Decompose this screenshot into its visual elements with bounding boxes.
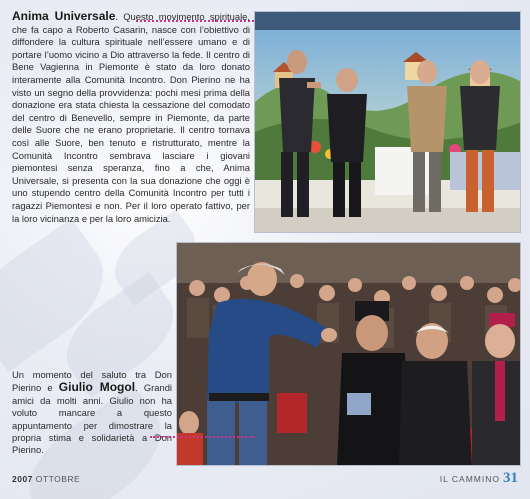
decorative-dotted-line xyxy=(150,436,254,438)
footer-magazine xyxy=(440,470,518,487)
footer-date xyxy=(12,474,80,484)
footer-month: OTTOBRE xyxy=(35,474,81,484)
article-paragraph xyxy=(12,10,250,225)
caption-body: . Grandi amici da molti anni. Giulio non ha voluto mancare a questo appuntamento per dimostrare la propria stima e solidarietà a Don Pierino. xyxy=(12,382,172,456)
footer-year: 2007 xyxy=(12,474,33,484)
article-lead: Anima Universale xyxy=(12,9,116,23)
audience-photo-illustration xyxy=(177,243,521,466)
audience-photo xyxy=(176,242,521,466)
page-number: 31 xyxy=(503,470,518,486)
footer-magazine-name: IL CAMMINO xyxy=(439,474,500,484)
photo-caption xyxy=(12,369,172,457)
caption-intro: Un momento del saluto tra Don Pierino e xyxy=(12,369,172,394)
stage-photo-illustration xyxy=(255,12,521,233)
caption-name: Giulio Mogol xyxy=(58,380,136,395)
article-body: . Questo movimento spirituale, che fa capo a Roberto Casarin, nasce con l’obiettivo di diffondere la cultura spirituale nell’essere umano e di portare l’uomo vicino a Dio attraverso la fede. Il centro di Bene Vagienna in Piemonte è stato da loro donato interamente alla Comunità Incontro. Don Pierino ne ha visto un segno della provvidenza: pochi mesi prima della donazione era stata chiesta la cessazione del comodato del centro di Benevello, sempre in Piemonte, da parte delle Suore che ne erano proprietarie. Il centro tornava così alle Suore, ben tenuto e ristrutturato, mentre la Comunità Incontro sembrava lasciare i giovani piemontesi senza speranza, fino a che, Anima Universale, si presenta con la sua donazione che oggi è uno stupendo centro della Comunità Incontro per tutti i ragazzi Piemontesi e non. Per il loro operato fattivo, per la loro vicinanza e per la loro amicizia. xyxy=(12,11,250,224)
stage-photo xyxy=(254,11,521,233)
